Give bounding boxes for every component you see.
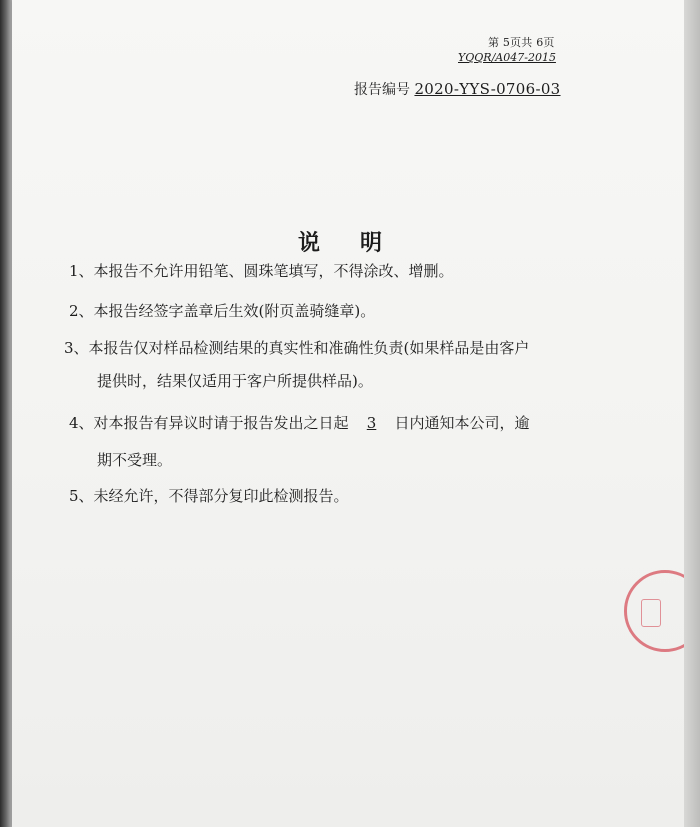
note-item-1: 1、本报告不允许用铅笔、圆珠笔填写，不得涂改、增删。 bbox=[69, 262, 454, 280]
note-item-4-text-before: 4、对本报告有异议时请于报告发出之日起 bbox=[69, 414, 349, 432]
note-item-3-line-1: 3、本报告仅对样品检测结果的真实性和准确性负责(如果样品是由客户 bbox=[64, 339, 530, 357]
note-item-4-text-after: 日内通知本公司，逾 bbox=[394, 414, 530, 432]
document-page bbox=[12, 0, 684, 827]
note-item-2: 2、本报告经签字盖章后生效(附页盖骑缝章)。 bbox=[69, 302, 376, 320]
report-number-row bbox=[354, 79, 561, 99]
note-item-5: 5、未经允许，不得部分复印此检测报告。 bbox=[69, 487, 349, 505]
page-right-edge bbox=[684, 0, 700, 827]
notification-days-value: 3 bbox=[366, 414, 377, 432]
report-number-label: 报告编号 bbox=[354, 82, 410, 98]
note-item-4-line-1 bbox=[69, 412, 530, 434]
page-title: 说明 bbox=[297, 230, 422, 256]
form-code: YQQR/A047-2015 bbox=[458, 51, 556, 64]
seal-mark bbox=[641, 599, 661, 627]
report-number-value: 2020-YYS-0706-03 bbox=[414, 80, 561, 98]
note-item-3-line-2: 提供时，结果仅适用于客户所提供样品)。 bbox=[97, 372, 373, 390]
note-item-4-line-2: 期不受理。 bbox=[97, 451, 173, 469]
page-number: 第 5页共 6页 bbox=[488, 36, 555, 49]
